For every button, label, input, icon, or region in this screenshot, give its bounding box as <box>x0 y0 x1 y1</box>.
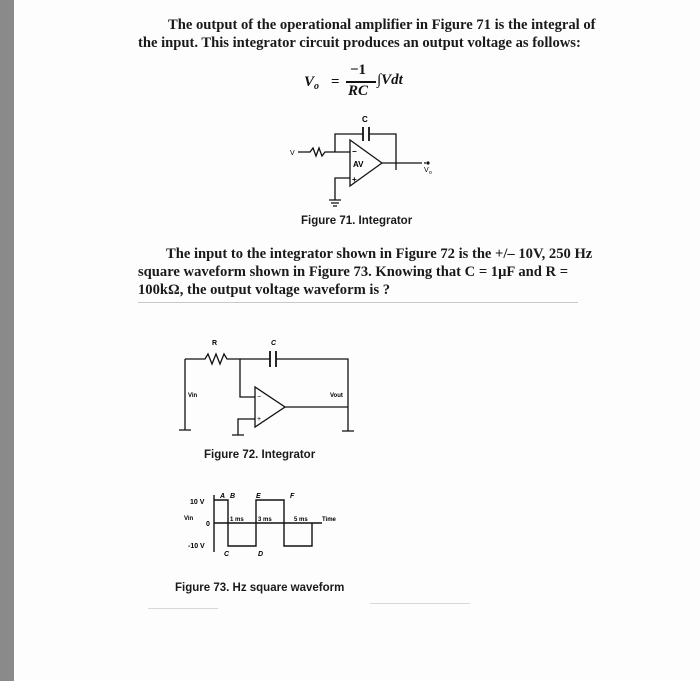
fig73-point-d: D <box>258 551 264 558</box>
fig73-point-f: F <box>290 493 295 500</box>
formula-numerator: −1 <box>350 62 367 78</box>
fig73-t1-label: 1 ms <box>230 517 244 523</box>
figure73-caption: Figure 73. Hz square waveform <box>175 582 345 594</box>
faint-rule-right <box>370 603 470 604</box>
figure71-diagram <box>290 112 440 212</box>
fig71-minus: − <box>352 147 357 156</box>
fig73-point-a: A <box>220 493 226 500</box>
fig71-cap-label: C <box>362 115 368 124</box>
fig73-zero-label: 0 <box>206 521 210 528</box>
fig71-out-sub: o <box>429 170 432 176</box>
left-border <box>0 0 14 681</box>
fig72-c-label: C <box>271 340 277 347</box>
integrator-formula <box>304 62 444 108</box>
fig72-vout-terminal <box>342 415 354 431</box>
fig73-point-b: B <box>230 493 236 500</box>
formula-vo-sub: o <box>314 81 319 92</box>
fig73-neg-label: -10 V <box>188 543 205 550</box>
fig72-input-wire <box>185 354 255 397</box>
fig72-vin-label: Vin <box>188 393 198 399</box>
fig73-point-e: E <box>256 493 261 500</box>
fig73-t5-label: 5 ms <box>294 517 308 523</box>
paragraph1-line1: The output of the operational amplifier in Figure 71 is the integral of <box>168 17 596 33</box>
fig71-plus: + <box>352 175 357 184</box>
fig72-ground <box>232 419 255 435</box>
fig72-minus: − <box>257 394 262 401</box>
formula-integral: ∫Vdt <box>377 72 403 88</box>
fig73-vin-label: Vin <box>184 516 194 522</box>
fig72-capacitor <box>270 351 276 367</box>
fig71-input-wire <box>298 148 350 156</box>
faint-rule-left <box>148 608 218 609</box>
figure71-caption: Figure 71. Integrator <box>301 215 413 227</box>
formula-vo: V <box>304 74 315 90</box>
fig73-t3-label: 3 ms <box>258 517 272 523</box>
paragraph2-line2: square waveform shown in Figure 73. Knowing that C = 1μF and R = <box>138 264 569 280</box>
fig73-point-c: C <box>224 551 230 558</box>
fig71-amp-label: AV <box>353 160 364 169</box>
separator-rule <box>138 302 578 303</box>
figure72-diagram <box>170 335 370 445</box>
formula-equals: = <box>331 74 340 90</box>
fig71-out-label: V <box>424 167 429 174</box>
fig71-capacitor <box>363 127 369 141</box>
fig72-plus: + <box>257 416 262 423</box>
fig73-pos-label: 10 V <box>190 499 205 506</box>
fig71-in-label: V <box>290 150 295 157</box>
fig72-vout-label: Vout <box>330 393 343 399</box>
figure72-caption: Figure 72. Integrator <box>204 449 316 461</box>
fig71-ground <box>329 178 350 206</box>
fig73-time-label: Time <box>322 517 336 523</box>
paragraph1-line2: the input. This integrator circuit produces an output voltage as follows: <box>138 35 581 51</box>
figure73-waveform <box>172 490 372 560</box>
fig72-r-label: R <box>212 340 218 347</box>
paragraph2-line3: 100kΩ, the output voltage waveform is ? <box>138 282 391 298</box>
paragraph2-line1: The input to the integrator shown in Figure 72 is the +/– 10V, 250 Hz <box>166 246 593 262</box>
formula-denominator: RC <box>348 83 369 99</box>
